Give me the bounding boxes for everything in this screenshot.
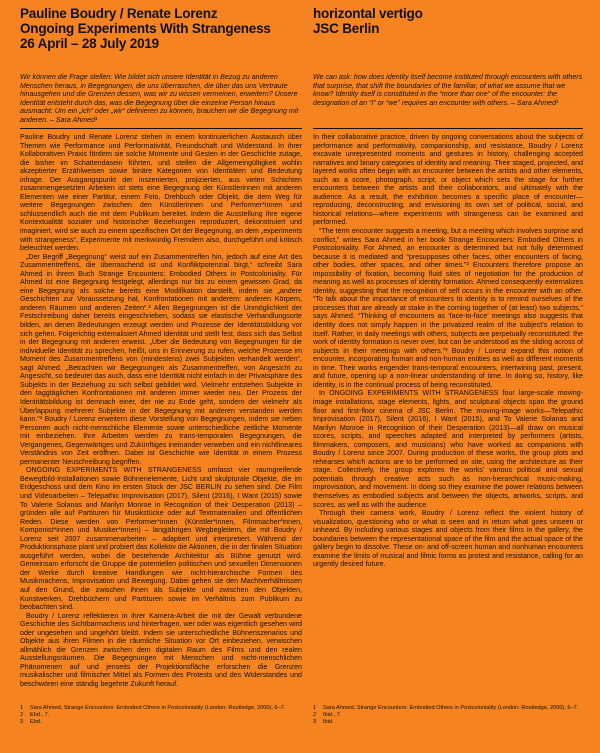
intro-quote-en-text: We can ask: how does identity itself become instituted through encounters with others that surprise, that shift the boundaries of the familiar, of what we assume that we know? Identity itself is constituted in the “more than one” of the encounter: the designation of an “I” or “we” requires an encounter with others. – Sara Ahmed¹: [313, 73, 583, 107]
body-text-de: [20, 133, 302, 689]
venue-name: JSC Berlin: [313, 21, 380, 36]
paragraph: “The term encounter suggests a meeting, but a meeting which involves surprise and conflict,” writes Sara Ahmed in her book Strange Encounters: Embodied Others in Postcoloniality. For Ahmed, an encounter is determined but not fully determined because it is mediated and “presupposes other faces, other encounters of facing, other bodies, other spaces, and other times.”² Encounters therefore propose an impossibility of fixation, becoming fluid sites of negotiation for the production of meaning as well as processes of identity formation. Ahmed consequently externalizes identity, suggesting that the recognition of self occurs in the encounter with an other. “To talk about the importance of encounters to identity is to remind ourselves of the processes that are already at stake in the coming together of (at least) two subjects,” says Ahmed. “Thinking of encounters as ‘face-to-face’ meetings also suggests that identity does not simply happen in the privatized realm of the subject’s relation to itself. Rather, in daily meetings with others, subjects are perpetually reconstituted: the work of identity formation is never over, but can be understood as the sliding across of subjects in their meetings with others.”³ Boudry / Lorenz expand this notion of encounter, incorporating human and non-human entities as well as different moments in time. Their works engender trans-temporal encounters, intertwining past, present, and future, opening up a non-linear understanding of time. In doing so, history, like identity, is in the continual process of being reconstituted.: [313, 227, 583, 389]
exhibition-dates: 26 April – 28 July 2019: [20, 36, 159, 51]
intro-quote-de-text: Wir können die Frage stellen: Wie bildet sich unsere Identität in Bezug zu anderen Menschen heraus, in Begegnungen, die uns überraschen, die über das uns Vertraute hinausgehen und die Grenzen dessen, was wir zu wissen vermeinen, erweitern? Unsere Identität entsteht durch das, was die Begegnung über die einzelne Person hinaus ausmacht: Um ein „ich“ oder „wir“ definieren zu können, brauchen wir die Begegnung mit anderen. – Sara Ahmed¹: [20, 73, 299, 124]
divider-en: [313, 128, 583, 129]
paragraph: Through their camera work, Boudry / Lorenz reflect the violent history of visualization, questioning who or what is seen and in return what goes unseen or unheard. By including various stages and objects from their films in the gallery, the boundaries between the representational space of the film and the actual space of the gallery begin to dissolve. These on- and off-screen human and nonhuman encounters examine the limits of musical and filmic forms as protest and resistance, calling for an urgently desired future.: [313, 509, 583, 569]
divider-de: [20, 128, 302, 129]
exhibition-title-block: [20, 6, 302, 51]
footnotes-en: [313, 705, 583, 726]
footnote: 3 Ebd.: [20, 719, 42, 725]
paragraph: „Der Begriff „Begegnung“ weist auf ein Zusammentreffen hin, jedoch auf eine Art des Zusammentreffens, die überraschend ist und Konfliktpotenzial birgt,“ schreibt Sara Ahmed in ihrem Buch Strange Encounters: Embodied Others in Postcoloniality. Für Ahmed ist eine Begegnung festgelegt, allerdings nur bis zu einem gewissen Grad, da eine Begegnung als solche bereits eine Modifikation darstellt, indem sie „andere Geschichten zur Voraussetzung hat, Konfrontationen mit anderem: anderen Körpern, anderen Räumen und anderen Zeiten“.² Allen Begegnungen ist die Unmöglichkeit der Festschreibung daher bereits eingeschrieben, sodass sie elastische Verhandlungsorte bilden, an denen Bedeutungen erzeugt werden und Prozesse der Identitätsbildung vor sich gehen. Folgerichtig extemalisiert Ahmed Identität und stellt fest, dass sich das Selbst in der Begegnung mit anderen erweist. „Über die Bedeutung von Begegnungen für die individuelle Identität zu sprechen, heißt, uns in Erinnerung zu rufen, welche Prozesse im Moment des Zusammentreffens von (mindestens) zwei Subjekten verhandelt werden“, sagt Ahmed. „Betrachten wir Begegnungen als Zusammentreffen, von Angesicht zu Angesicht, so bedeutet das auch, dass eine Identität nicht einfach in der Privatsphäre des Subjekts in der Beziehung zu sich selbst gebildet wird. Vielmehr entstehen Subjekte in den taggtäglichen Konfrontationen mit anderen immer wieder neu. Der Prozess der Identitätsbildung ist demnach einer, der nie zu Ende geht, sondern der vielmehr als Überlappung mehrerer Subjekte in der Begegnung mit anderen verstanden werden kann.“³ Boudry / Lorenz erweitern diese Vorstellung von Begegnungen, indem sie neben Personen auch nicht-menschliche Elemente sowie unterschiedliche zeitliche Momente mit einbeziehen. Ihre Arbeiten werden zu trans-temporalen Begegnungen, die Vergangenes, Gegenwärtiges und Zukünftiges ineinander verweben und ein nichtlineares Verständnis von Zeit eröffnen. Dabei ist Geschichte wie Identität in einem Prozess permanenter Neuschreibung begriffen.: [20, 252, 302, 466]
venue-block: [313, 6, 583, 36]
intro-quote-en: [313, 73, 583, 107]
intro-quote-de: [20, 73, 302, 125]
paragraph: ONGOING EXPERIMENTS WITH STRANGENESS umfasst vier raumgreifende Bewegtbild-Installationen sowie Bühnenelemente, Licht und skulpturale Objekte, die im Erdgeschoss und dem Kino im ersten Stock der JSC BERLIN zu sehen sind. Die Film und Videoarbeiten – Telepathic Improvisation (2017), Silent (2016), I Want (2015) sowie To Valerie Solanas and Marilyn Monroe in Recognition of their Desperation (2013) – gründen alle auf Partituren für Musikstücke oder auf Textmaterialien und öffentlichen Reden. Diese werden von Performer*innen (Künstler*innen, Filmmacher*innen, Komponist*innen und Musiker*innen) – langjährigen Wegbegleitern, die mit Boudry / Lorenz seit 2007 zusammenarbeiten – adaptiert und interpretiert. Während der Produktionsphase plant und probiert das Kollektiv die Aktionen, die in der finalen Situation ausgeführt werden, wobei die bestehende Architektur als Bühne genutzt wird. Gemeinsam erforscht die Gruppe die potentiellen politischen und sexuellen Dimensionen der Werke durch kreative Handlungen wie nicht-hierarchische Formen des Musikmachens, Improvisation und Bewegung. Dabei gehen sie den Machtverhältnissen auf den Grund, die zwischen ihnen als Subjekte und zwischen den Objekten, Kunstwerken, Drehbüchern und Partituren sowie im Verhältnis zum Publikum zu beobachten sind.: [20, 466, 302, 612]
footnote: 3 Ibid.: [313, 719, 334, 725]
venue-subtitle: horizontal vertigo: [313, 6, 423, 21]
footnote: 1 Sara Ahmed, Strange Encounters: Embodied Others in Postcoloniality (London: Routledge, 2000), 6–7.: [313, 705, 579, 711]
footnotes-de: [20, 705, 302, 726]
footnote: 2 Ibid., 7.: [313, 712, 342, 718]
exhibition-title: Ongoing Experiments With Strangeness: [20, 21, 271, 36]
paragraph: In ONGOING EXPERIMENTS WITH STRANGENESS four large-scale moving-image installations, stage elements, lights, and sculptural objects span the ground floor and first-floor cinema of JSC Berlin. The moving-image works—Telepathic Improvisation (2017), Silent (2016), I Want (2015), and To Valerie Solanas and Marilyn Monroe in Recognition of their Desperation (2013)—all draw on musical scores, scripts, and speeches adapted and interpreted by performers (artists, filmmakers, composers, and musicians) who have worked as companions with Boudry / Lorenz since 2007. During production of these works, the group plots and rehearses which actions are to be performed on site, using the architecture as their stage. Collectively, the group explores the works’ various political and sexual potentials through creative acts such as non-hierarchical music-making, improvisation, and movement. In doing so they examine the power relations between themselves as embodied subjects and between the objects, artworks, scripts, and scores, as well as with the audience.: [313, 389, 583, 509]
paragraph: Pauline Boudry und Renate Lorenz stehen in einem kontinuierlichen Austausch über Themen wie Performance und Performativität, Freundschaft und Widerstand. In ihrer Kollaborativen Praxis fördern sie solche Momente und Gesten in der Geschichte zutage, die bisher im Schattendasein führten, und stellen die Allgemeingültigkeit wohlin akzeptierter Erzählweisen sowie binäre Kategorien von Identitäten und Bedeutung infrage. Der Ausgangspunkt der inszenierten, projizierten, aus vielen Schichten zusammengesetzten Arbeiten ist stets eine Begegnung der Künstlerinnen mit anderen Elementen wie einer Partitur, einem Foto, Drehbuch oder Objekt, die dem Weg für weitere Begegnungen zwischen den Künstlerinnen und Performer*innen und schlussendlich auch die mit dem Publikum bereitet. Indem die Ausstellung ihre eigene Kontextualität sozialer und historischer Beziehungen reproduziert, dekonstruiert und imaginiert, wird sie auch zu einem spezifischen Ort der Begegnung, an dem „experiments with strangeness“, Experimente mit merkwürdig Fremdem also, durchgeführt und kritisch beleuchtet werden.: [20, 133, 302, 253]
artist-names: Pauline Boudry / Renate Lorenz: [20, 6, 218, 21]
paragraph: In their collaborative practice, driven by ongoing conversations about the subjects of performance and performativity, companionship, and resistance, Boudry / Lorenz excavate unrepresented moments and gestures in history, challenging accepted narratives and binary categories of identity and meaning. Their staged, projected, and layered works often begin with an encounter between the artists and other elements, such as a score, photograph, script, or object which sets the stage for further encounters between the artists and their collaborators, and ultimately with the audience. As a result, the exhibition becomes a specific place of encounter—reproducing, deconstructing, and envisioning its own set of political, social, and historical relations—where experiments with strangeness can be examined and performed.: [313, 133, 583, 227]
body-text-en: [313, 133, 583, 569]
footnote: 2 Ebd., 7.: [20, 712, 50, 718]
paragraph: Boudry / Lorenz reflektieren in ihrer Kamera-Arbeit die mit der Gewalt verbundene Geschichte des Sichtbarmachens und hinterfragen, wer oder was eigentlich gesehen wird oder ungesehen und ungehört bleibt. Indem sie unterschiedliche Bühnenszenarios und Objekte aus ihren Filmen in die räumliche Situation vor Ort einbeziehen, verwischen allmählich die Grenzen zwischen dem digitalen Raum des Films und den realen Ausstellungsräumen. Die Begegnungen mit Menschen und nicht-menschlichen Phänomenen auf und jenseits der Projektionsfläche erforschen die Grenzen musikalischer und filmischer Mittel als Formen des Protests und des Widerstandes und beschwören eine ständig begehrte Zukunft herauf.: [20, 611, 302, 688]
footnote: 1 Sara Ahmed, Strange Encounters: Embodied Others in Postcoloniality (London: Routledge, 2000), 6–7.: [20, 705, 286, 711]
